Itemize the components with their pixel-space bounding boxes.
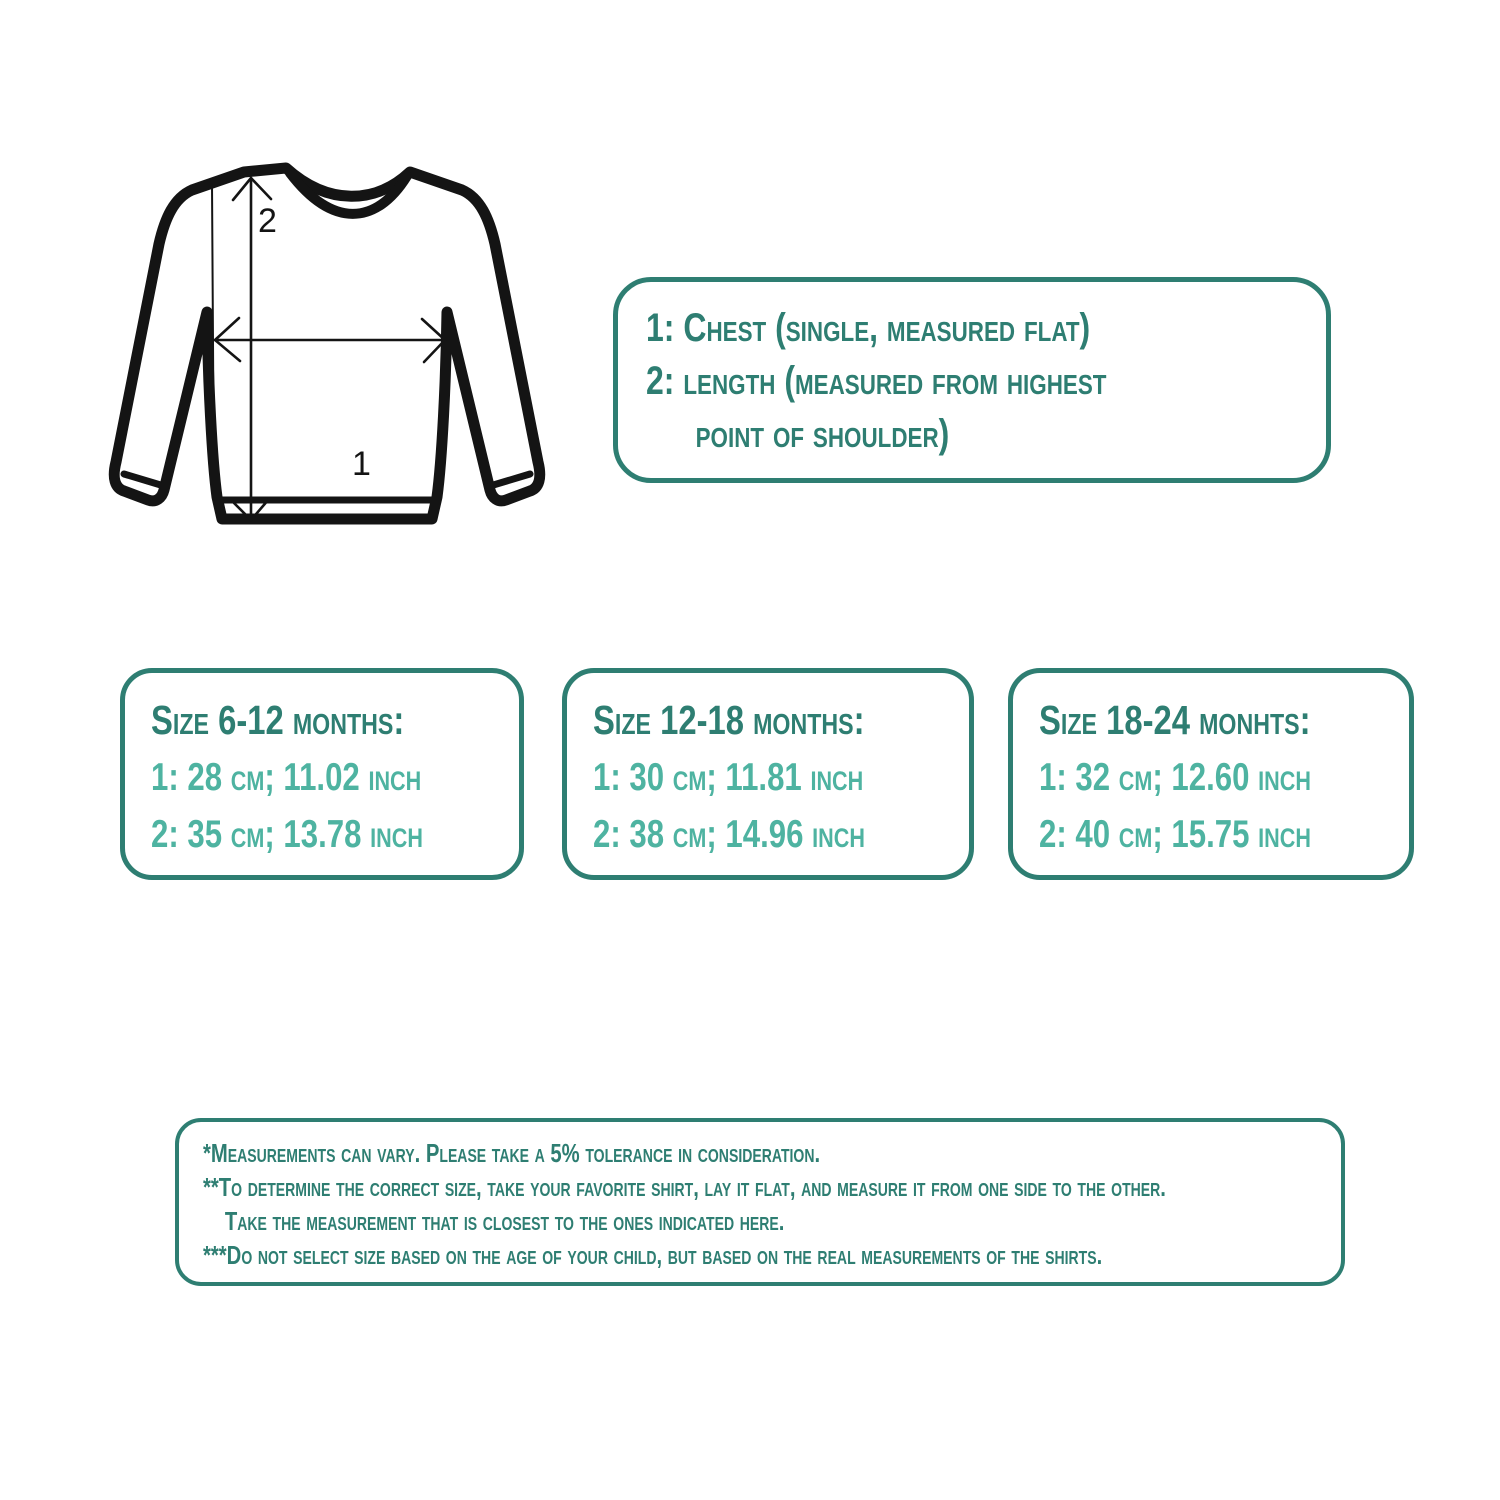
footnote-how-to-measure: **To determine the correct size, take your favorite shirt, lay it flat, and measure it from one side to the other. (203, 1172, 1166, 1202)
size-length-value: 2: 40 cm; 15.75 inch (1039, 813, 1311, 856)
size-length-value: 2: 38 cm; 14.96 inch (593, 813, 865, 856)
size-title: Size 6-12 months: (151, 697, 405, 743)
measurement-legend-box (613, 277, 1331, 483)
shirt-outline-icon (90, 140, 590, 560)
legend-line-chest: 1: Chest (single, measured flat) (646, 306, 1091, 350)
size-title: Size 18-24 monhts: (1039, 697, 1311, 743)
footnotes-box (175, 1118, 1345, 1286)
footnote-tolerance: *Measurements can vary. Please take a 5% tolerance in consideration. (203, 1138, 821, 1168)
size-box-6-12-months (120, 668, 524, 880)
length-arrow-label: 2 (258, 202, 277, 240)
size-box-12-18-months (562, 668, 974, 880)
chest-arrow-label: 1 (352, 445, 371, 483)
footnote-age-warning: ***Do not select size based on the age of your child, but based on the real measurements of the shirts. (203, 1240, 1103, 1270)
shirt-diagram (90, 140, 590, 560)
size-chest-value: 1: 32 cm; 12.60 inch (1039, 756, 1311, 799)
size-length-value: 2: 35 cm; 13.78 inch (151, 813, 423, 856)
legend-line-length: 2: length (measured from highest (646, 359, 1107, 403)
shirt-silhouette (114, 168, 539, 519)
footnote-how-to-measure-cont: Take the measurement that is closest to the ones indicated here. (224, 1206, 785, 1236)
size-title: Size 12-18 months: (593, 697, 865, 743)
size-chest-value: 1: 28 cm; 11.02 inch (151, 756, 422, 799)
size-box-18-24-months (1008, 668, 1414, 880)
legend-line-length-cont: point of shoulder) (695, 412, 950, 456)
size-chest-value: 1: 30 cm; 11.81 inch (593, 756, 864, 799)
